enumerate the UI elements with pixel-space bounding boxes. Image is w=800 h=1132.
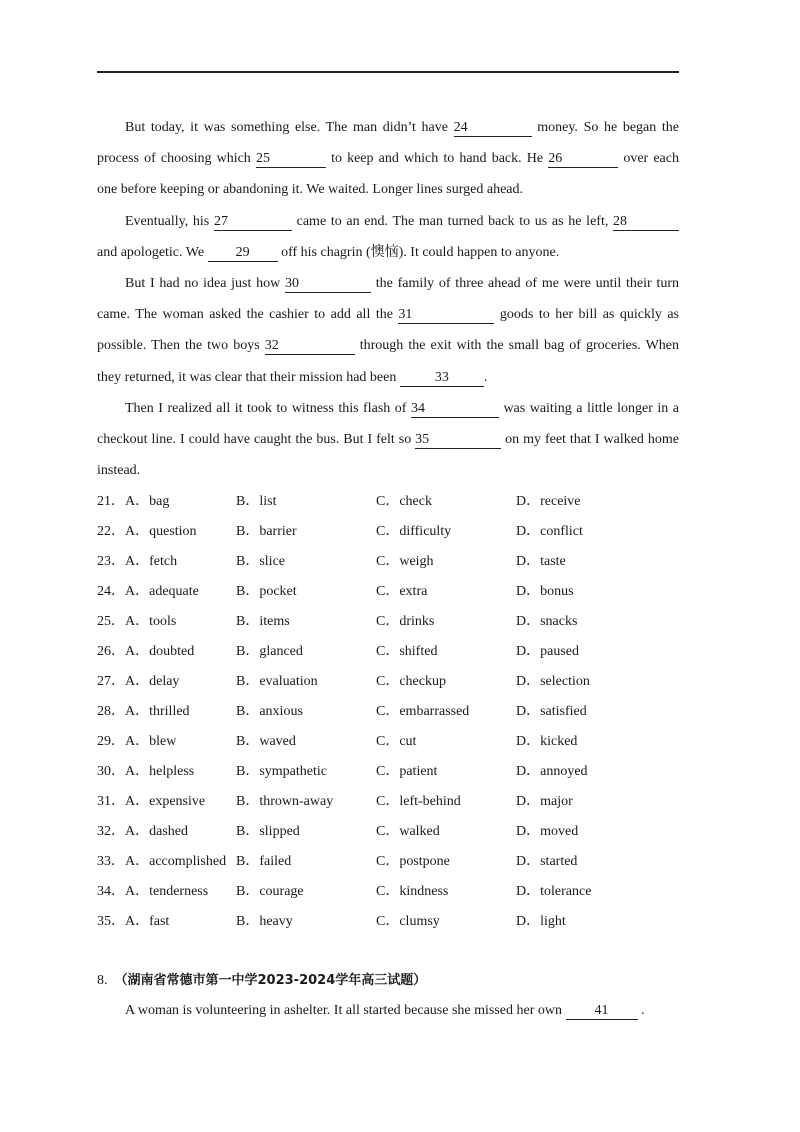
option-c: C．walked	[376, 824, 440, 839]
option-b: B．waved	[236, 734, 296, 749]
passage-text: to keep and which to hand back. He	[325, 151, 549, 167]
option-b: B．heavy	[236, 914, 293, 929]
option-c: C．embarrassed	[376, 704, 470, 719]
option-b: B．slipped	[236, 824, 300, 839]
question-source: （湖南省常德市第一中学2023-2024学年高三试题）	[114, 973, 427, 988]
option-a: 34．A．tenderness	[97, 884, 209, 899]
option-b: B．thrown-away	[236, 794, 334, 809]
option-row	[97, 577, 697, 607]
passage-text: But today, it was something else. The man didn’t have	[125, 120, 454, 135]
passage-text: over each	[618, 151, 679, 167]
passage-line	[97, 174, 679, 205]
option-c: C．cut	[376, 734, 417, 749]
option-d: D．taste	[516, 554, 566, 569]
passage-line	[97, 455, 679, 486]
blank-26: 26	[548, 150, 618, 168]
passage-text: But I had no idea just how	[125, 275, 285, 291]
option-row	[97, 757, 697, 787]
passage-text: on my feet that I walked home	[501, 431, 679, 447]
option-c: C．kindness	[376, 884, 449, 899]
option-b: B．anxious	[236, 704, 303, 719]
option-d: D．bonus	[516, 584, 574, 599]
option-c: C．check	[376, 494, 432, 509]
blank-41: 41	[566, 1002, 638, 1020]
option-a: 35．A．fast	[97, 914, 170, 929]
passage-text: money. So he began the	[531, 120, 679, 135]
option-row	[97, 517, 697, 547]
option-d: D．started	[516, 854, 578, 869]
option-a: 31．A．expensive	[97, 794, 206, 809]
blank-31: 31	[398, 306, 494, 324]
option-c: C．postpone	[376, 854, 450, 869]
option-a: 32．A．dashed	[97, 824, 188, 839]
passage-text: goods to her bill as quickly as	[494, 307, 679, 323]
passage-line	[97, 330, 679, 361]
option-c: C．shifted	[376, 644, 438, 659]
blank-33: 33	[400, 369, 484, 387]
option-b: B．pocket	[236, 584, 297, 599]
option-a: 26．A．doubted	[97, 644, 195, 659]
header-rule	[97, 71, 679, 73]
cloze-passage	[97, 112, 679, 486]
passage-line	[97, 237, 679, 268]
passage-line	[97, 268, 679, 299]
option-d: D．moved	[516, 824, 579, 839]
passage-text: came to an end. The man turned back to us as he left,	[291, 213, 614, 229]
blank-32: 32	[265, 337, 355, 355]
option-b: B．slice	[236, 554, 285, 569]
option-b: B．barrier	[236, 524, 297, 539]
option-c: C．clumsy	[376, 914, 440, 929]
option-b: B．items	[236, 614, 290, 629]
option-a: 28．A．thrilled	[97, 704, 190, 719]
answer-options	[97, 487, 697, 937]
option-row	[97, 847, 697, 877]
blank-25: 25	[256, 150, 326, 168]
option-c: C．weigh	[376, 554, 434, 569]
option-a: 22．A．question	[97, 524, 197, 539]
option-c: C．drinks	[376, 614, 435, 629]
option-a: 29．A．blew	[97, 734, 177, 749]
passage-text: through the exit with the small bag of groceries. When	[354, 338, 679, 354]
option-a: 24．A．adequate	[97, 584, 199, 599]
passage-text: they returned, it was clear that their mission had been	[97, 369, 400, 385]
blank-24: 24	[454, 119, 532, 137]
option-d: D．selection	[516, 674, 590, 689]
passage-text: .	[483, 369, 488, 385]
option-row	[97, 877, 697, 907]
passage-text: and apologetic. We	[97, 244, 208, 260]
option-a: 33．A．accomplished	[97, 854, 227, 869]
option-d: D．light	[516, 914, 566, 929]
option-c: C．patient	[376, 764, 438, 779]
passage-line	[97, 143, 679, 174]
option-d: D．tolerance	[516, 884, 592, 899]
option-a: 23．A．fetch	[97, 554, 178, 569]
passage-text: instead.	[97, 463, 141, 479]
option-a: 21．A．bag	[97, 494, 170, 509]
option-row	[97, 487, 697, 517]
passage-text: checkout line. I could have caught the bus. But I felt so	[97, 431, 416, 447]
option-row	[97, 727, 697, 757]
passage-text: process of choosing which	[97, 151, 256, 167]
option-d: D．receive	[516, 494, 581, 509]
passage-text: A woman is volunteering in ashelter. It all started because she missed her own	[125, 1003, 566, 1018]
blank-35: 35	[415, 431, 501, 449]
blank-29: 29	[208, 244, 278, 262]
option-d: D．satisfied	[516, 704, 587, 719]
option-a: 25．A．tools	[97, 614, 177, 629]
passage-text: possible. Then the two boys	[97, 338, 265, 354]
option-row	[97, 547, 697, 577]
option-c: C．difficulty	[376, 524, 452, 539]
option-row	[97, 817, 697, 847]
option-b: B．list	[236, 494, 277, 509]
option-a: 27．A．delay	[97, 674, 180, 689]
option-row	[97, 667, 697, 697]
passage-text: came. The woman asked the cashier to add all the	[97, 307, 399, 323]
passage-text: off his chagrin (懊恼). It could happen to anyone.	[277, 244, 560, 260]
option-row	[97, 697, 697, 727]
passage-text: .	[637, 1003, 645, 1018]
option-row	[97, 907, 697, 937]
blank-27: 27	[214, 213, 292, 231]
blank-28: 28	[613, 213, 679, 231]
passage-text: Then I realized all it took to witness this flash of	[125, 400, 411, 416]
passage-line	[97, 393, 679, 424]
question-8-header	[97, 966, 697, 996]
passage-line	[97, 362, 679, 393]
option-c: C．left-behind	[376, 794, 461, 809]
option-d: D．conflict	[516, 524, 583, 539]
option-d: D．annoyed	[516, 764, 588, 779]
passage-line	[97, 299, 679, 330]
question-8-text	[125, 996, 685, 1026]
passage-line	[97, 206, 679, 237]
option-c: C．extra	[376, 584, 428, 599]
option-d: D．snacks	[516, 614, 578, 629]
question-number: 8.	[97, 973, 108, 988]
option-d: D．paused	[516, 644, 579, 659]
passage-text: Eventually, his	[125, 213, 214, 229]
passage-text: was waiting a little longer in a	[498, 400, 679, 416]
option-b: B．evaluation	[236, 674, 318, 689]
option-row	[97, 607, 697, 637]
option-row	[97, 787, 697, 817]
option-b: B．sympathetic	[236, 764, 327, 779]
passage-text: one before keeping or abandoning it. We waited. Longer lines surged ahead.	[97, 182, 523, 198]
option-d: D．major	[516, 794, 573, 809]
option-c: C．checkup	[376, 674, 446, 689]
option-b: B．glanced	[236, 644, 303, 659]
passage-text: the family of three ahead of me were until their turn	[371, 275, 679, 291]
option-b: B．failed	[236, 854, 292, 869]
passage-line	[97, 112, 679, 143]
option-row	[97, 637, 697, 667]
blank-34: 34	[411, 400, 499, 418]
passage-line	[97, 424, 679, 455]
option-d: D．kicked	[516, 734, 578, 749]
option-a: 30．A．helpless	[97, 764, 195, 779]
blank-30: 30	[285, 275, 371, 293]
option-b: B．courage	[236, 884, 304, 899]
